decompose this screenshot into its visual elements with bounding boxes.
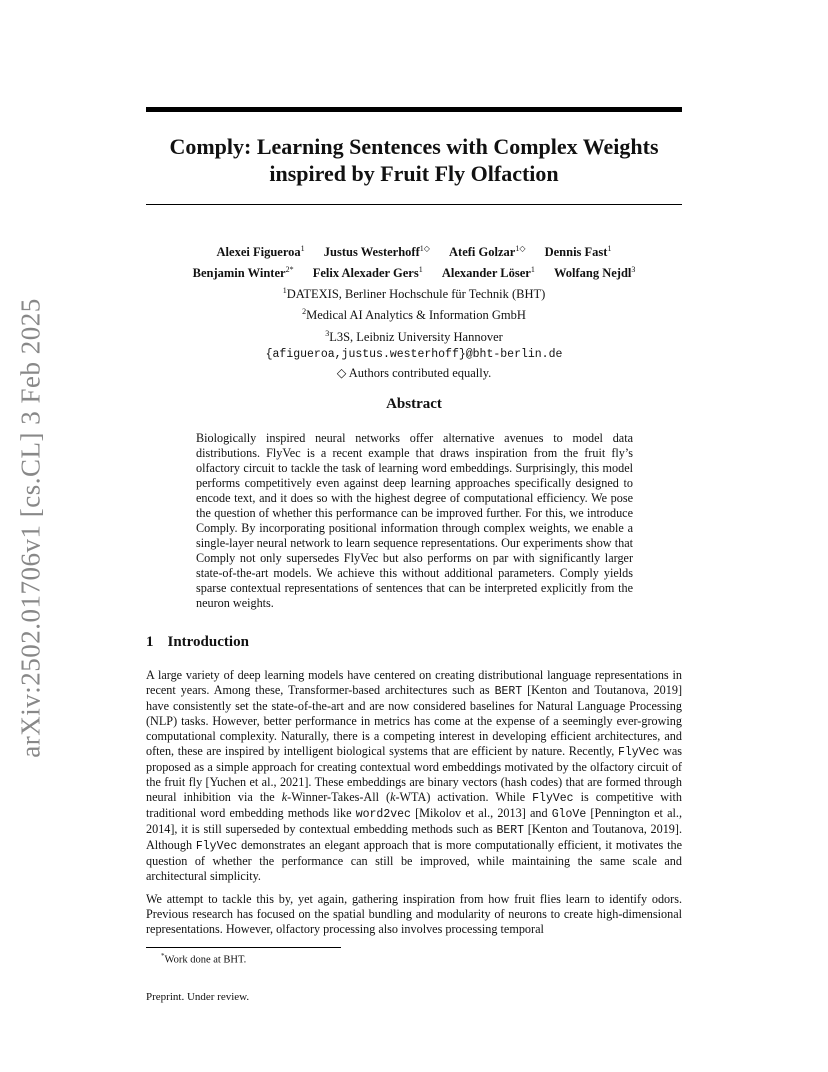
author: Dennis Fast$^1$ <box>544 244 612 260</box>
footnote-rule <box>146 947 341 948</box>
preprint-notice: Preprint. Under review. <box>146 991 250 1003</box>
inline-math: k <box>281 790 288 804</box>
intro-paragraph-2: We attempt to tackle this by, yet again, gathering inspiration from how fruit flies learn to identify odors. Previous research has focused on the spatial bundling and modularity of neurons to create high-dimensional representations. However, olfactory processing also involves processing temporal <box>146 892 682 936</box>
text-run: [Pennington et al., 2014], it is still superseded by contextual embedding methods such as <box>146 806 683 836</box>
abstract-heading: Abstract <box>386 396 442 412</box>
inline-code: word2vec <box>355 808 411 821</box>
author: Benjamin Winter$^{2*}$ <box>192 265 294 281</box>
author-email: {afigueroa,justus.westerhoff}@bht-berlin.de <box>265 347 563 361</box>
affiliation: $^2$Medical AI Analytics & Information GmbH <box>302 307 526 323</box>
text-run: A large variety of deep learning models have centered on creating distributional language representations in recent years. Among these, Transformer-based architectures such as <box>146 668 682 697</box>
footnote: *Work done at BHT. <box>161 952 247 966</box>
inline-code: BERT <box>494 685 523 698</box>
text-run: demonstrates an elegant approach that is more computationally efficient, it motivates the question of whether the performance can still be improved, while maintaining the same scale and architectural simplicity. <box>146 838 682 883</box>
affiliation: $^3$L3S, Leibniz University Hannover <box>325 328 503 344</box>
author: Alexander Löser$^1$ <box>441 265 535 281</box>
text-run: [Kenton and Toutanova, 2019]. Although <box>146 822 683 852</box>
equal-contribution-note: ◇ Authors contributed equally. <box>336 365 492 380</box>
intro-paragraph-1 <box>146 668 682 884</box>
inline-math: k <box>390 790 396 804</box>
inline-code: FlyVec <box>617 746 660 759</box>
arxiv-sidebar <box>16 298 46 758</box>
title-line-2: inspired by Fruit Fly Olfaction <box>269 161 559 186</box>
section-title: Introduction <box>167 634 249 650</box>
text-run: -Winner-Takes-All ( <box>287 790 391 804</box>
author: Wolfang Nejdl$^3$ <box>553 265 636 281</box>
affiliation: $^1$DATEXIS, Berliner Hochschule für Technik (BHT) <box>282 286 546 302</box>
inline-code: FlyVec <box>195 840 238 853</box>
authors-row-1 <box>120 240 708 261</box>
authors-row-2 <box>120 261 708 282</box>
author: Justus Westerhoff$^{1◇}$ <box>323 244 430 260</box>
author: Alexei Figueroa$^1$ <box>216 244 305 260</box>
text-run: is competitive with traditional word embedding methods like <box>146 790 682 820</box>
inline-code: BERT <box>496 824 525 837</box>
abstract-text: Biologically inspired neural networks offer alternative avenues to model data distributions. FlyVec is a recent example that draws inspiration from the fruit fly’s olfactory circuit to tackle the task of learning word embeddings. Surprisingly, this model performs competitively even against deep learning approaches specifically designed to encode text, and it does so with the highest degree of computational efficiency. We pose the question of whether this performance can be improved further. For this, we introduce Comply. By incorporating positional information through complex weights, we enable a single-layer neural network to learn sequence representations. Our experiments show that Comply not only supersedes FlyVec but also performs on par with significantly larger state-of-the-art models. We achieve this without additional parameters. Comply yields sparse contextual representations of sentences that can be interpreted explicitly from the neuron weights. <box>196 431 633 610</box>
text-run: [Mikolov et al., 2013] and <box>410 806 552 820</box>
author: Atefi Golzar$^{1◇}$ <box>449 244 526 260</box>
text-run: -WTA) activation. While <box>395 790 533 804</box>
introduction-body <box>146 668 682 945</box>
author: Felix Alexader Gers$^1$ <box>312 265 423 281</box>
section-number: 1 <box>146 634 154 650</box>
inline-code: FlyVec <box>532 792 574 805</box>
text-run: [Kenton and Toutanova, 2019] have consistently set the state-of-the-art and are now considered baselines for Natural Language Processing (NLP) tasks. However, better performance in metrics has come at the expense of a seemingly ever-growing computational complexity. Naturally, there is a competing interest in developing efficient architectures, and often, these are inspired by intelligent biological systems that are efficient by nature. Recently, <box>146 683 682 758</box>
title-line-1: Comply: Learning Sentences with Complex Weights <box>169 134 659 159</box>
author-block <box>120 240 708 382</box>
paper-title <box>120 133 708 187</box>
inline-code: GloVe <box>551 808 587 821</box>
title-bottom-rule <box>146 204 682 205</box>
text-run: was proposed as a simple approach for creating contextual word embeddings motivated by the olfactory circuit of the fruit fly [Yuchen et al., 2021]. These embeddings are binary vectors (hash codes) that are formed through neural inhibition via the <box>146 744 682 804</box>
title-top-rule <box>146 107 682 112</box>
arxiv-identifier: arXiv:2502.01706v1 [cs.CL] 3 Feb 2025 <box>15 298 46 758</box>
section-heading <box>146 634 249 651</box>
